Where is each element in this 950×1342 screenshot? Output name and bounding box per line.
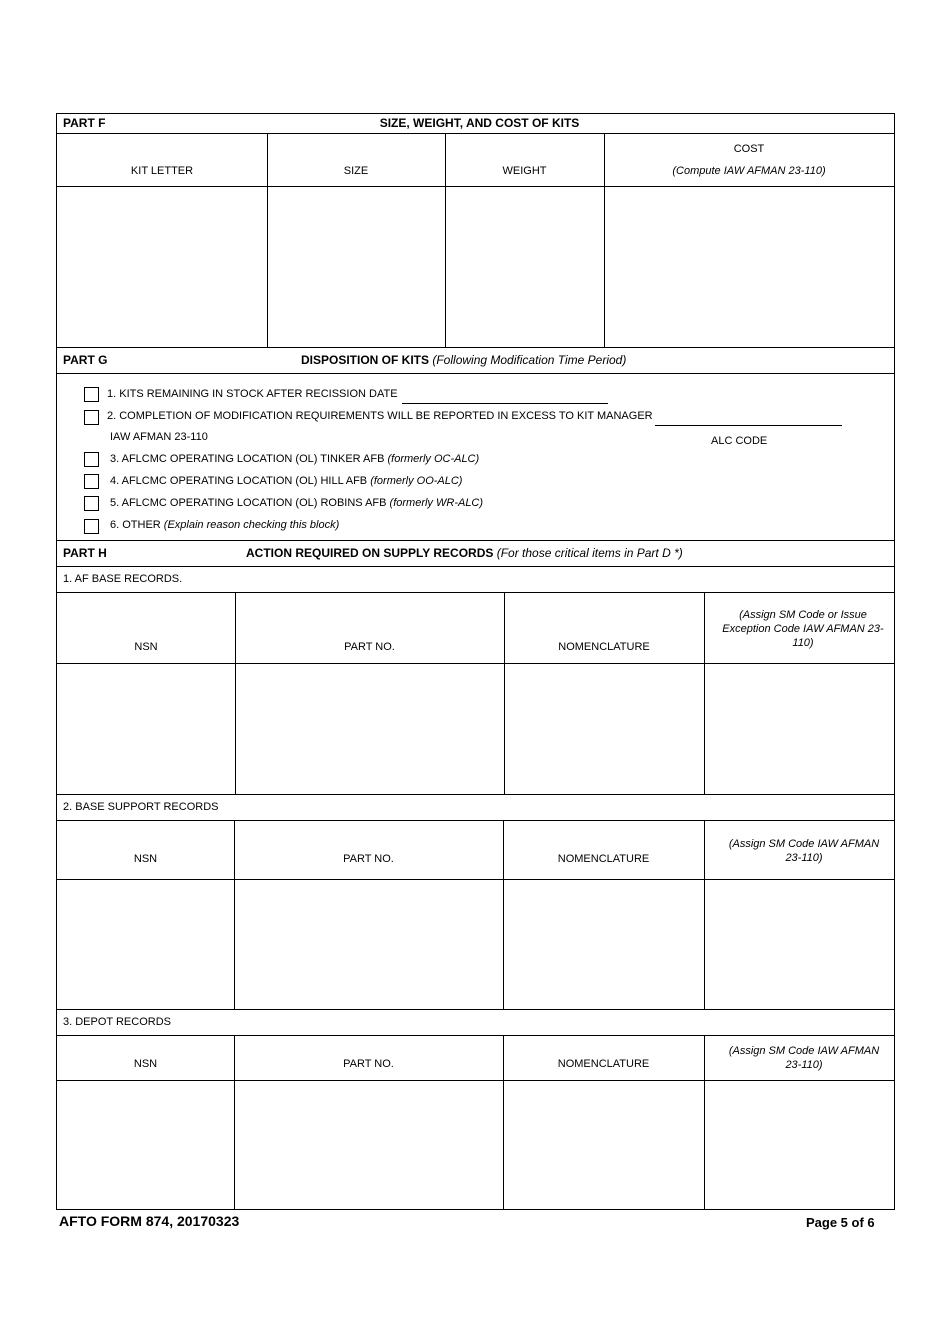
nomenclature-header: NOMENCLATURE bbox=[558, 641, 650, 653]
part-f-title: SIZE, WEIGHT, AND COST OF KITS bbox=[379, 116, 580, 130]
size-field[interactable] bbox=[268, 187, 445, 346]
kit-letter-field[interactable] bbox=[57, 187, 267, 346]
cost-note: (Compute IAW AFMAN 23-110) bbox=[672, 165, 826, 177]
alc-code-label: ALC CODE bbox=[711, 435, 768, 447]
sm-code-note: (Assign SM Code IAW AFMAN 23-110) bbox=[728, 1045, 880, 1071]
sm-code-note: (Assign SM Code or Issue Exception Code IAW AFMAN 23-110) bbox=[722, 609, 884, 649]
item-2-continuation: IAW AFMAN 23-110 bbox=[110, 431, 208, 443]
part-no-header: PART NO. bbox=[343, 1058, 394, 1070]
base-support-records-heading: 2. BASE SUPPORT RECORDS bbox=[63, 801, 219, 813]
base-support-sm-code-field[interactable] bbox=[705, 880, 894, 1008]
depot-nsn-field[interactable] bbox=[57, 1081, 234, 1209]
weight-header: WEIGHT bbox=[502, 165, 547, 177]
item-6-label: 6. OTHER (Explain reason checking this block) bbox=[110, 519, 340, 531]
other-checkbox[interactable] bbox=[84, 519, 99, 534]
nomenclature-header: NOMENCLATURE bbox=[557, 853, 650, 865]
depot-records-heading: 3. DEPOT RECORDS bbox=[63, 1016, 171, 1028]
kits-remaining-checkbox[interactable] bbox=[84, 387, 99, 402]
item-2-label: 2. COMPLETION OF MODIFICATION REQUIREMENTS WILL BE REPORTED IN EXCESS TO KIT MANAGER bbox=[107, 410, 653, 422]
nsn-header: NSN bbox=[134, 641, 158, 653]
part-g-label: PART G bbox=[63, 353, 108, 367]
cost-field[interactable] bbox=[605, 187, 894, 346]
depot-sm-code-field[interactable] bbox=[705, 1081, 894, 1209]
base-support-part-no-field[interactable] bbox=[235, 880, 503, 1008]
depot-part-no-field[interactable] bbox=[235, 1081, 503, 1209]
nsn-header: NSN bbox=[133, 1058, 158, 1070]
nomenclature-header: NOMENCLATURE bbox=[557, 1058, 650, 1070]
kit-letter-header: KIT LETTER bbox=[130, 165, 194, 177]
part-f-label: PART F bbox=[63, 116, 106, 130]
weight-field[interactable] bbox=[446, 187, 604, 346]
size-header: SIZE bbox=[343, 165, 369, 177]
completion-report-checkbox[interactable] bbox=[84, 410, 99, 425]
recission-date-line[interactable] bbox=[402, 403, 608, 404]
part-h-label: PART H bbox=[63, 546, 107, 560]
robins-checkbox[interactable] bbox=[84, 496, 99, 511]
part-no-header: PART NO. bbox=[344, 641, 395, 653]
hill-checkbox[interactable] bbox=[84, 474, 99, 489]
page-number: Page 5 of 6 bbox=[806, 1215, 875, 1230]
nsn-header: NSN bbox=[133, 853, 158, 865]
depot-nomenclature-field[interactable] bbox=[504, 1081, 704, 1209]
cost-header: COST bbox=[733, 143, 765, 155]
part-no-header: PART NO. bbox=[343, 853, 394, 865]
af-base-nomenclature-field[interactable] bbox=[505, 664, 704, 793]
item-3-label: 3. AFLCMC OPERATING LOCATION (OL) TINKER AFB (formerly OC-ALC) bbox=[110, 453, 480, 465]
tinker-checkbox[interactable] bbox=[84, 452, 99, 467]
base-support-nomenclature-field[interactable] bbox=[504, 880, 704, 1008]
af-base-part-no-field[interactable] bbox=[236, 664, 504, 793]
alc-code-line[interactable] bbox=[655, 425, 842, 426]
item-4-label: 4. AFLCMC OPERATING LOCATION (OL) HILL AFB (formerly OO-ALC) bbox=[110, 475, 463, 487]
af-base-nsn-field[interactable] bbox=[57, 664, 235, 793]
part-h-title: ACTION REQUIRED ON SUPPLY RECORDS (For those critical items in Part D *) bbox=[246, 546, 683, 560]
item-5-label: 5. AFLCMC OPERATING LOCATION (OL) ROBINS AFB (formerly WR-ALC) bbox=[110, 497, 484, 509]
form-identifier: AFTO FORM 874, 20170323 bbox=[59, 1213, 240, 1229]
af-base-sm-code-field[interactable] bbox=[705, 664, 894, 793]
afto-form-page bbox=[56, 113, 895, 1210]
part-g-title: DISPOSITION OF KITS (Following Modification Time Period) bbox=[301, 353, 627, 367]
item-1-label: 1. KITS REMAINING IN STOCK AFTER RECISSION DATE bbox=[107, 388, 398, 400]
sm-code-note: (Assign SM Code IAW AFMAN 23-110) bbox=[728, 838, 880, 864]
af-base-records-heading: 1. AF BASE RECORDS. bbox=[63, 573, 183, 585]
base-support-nsn-field[interactable] bbox=[57, 880, 234, 1008]
